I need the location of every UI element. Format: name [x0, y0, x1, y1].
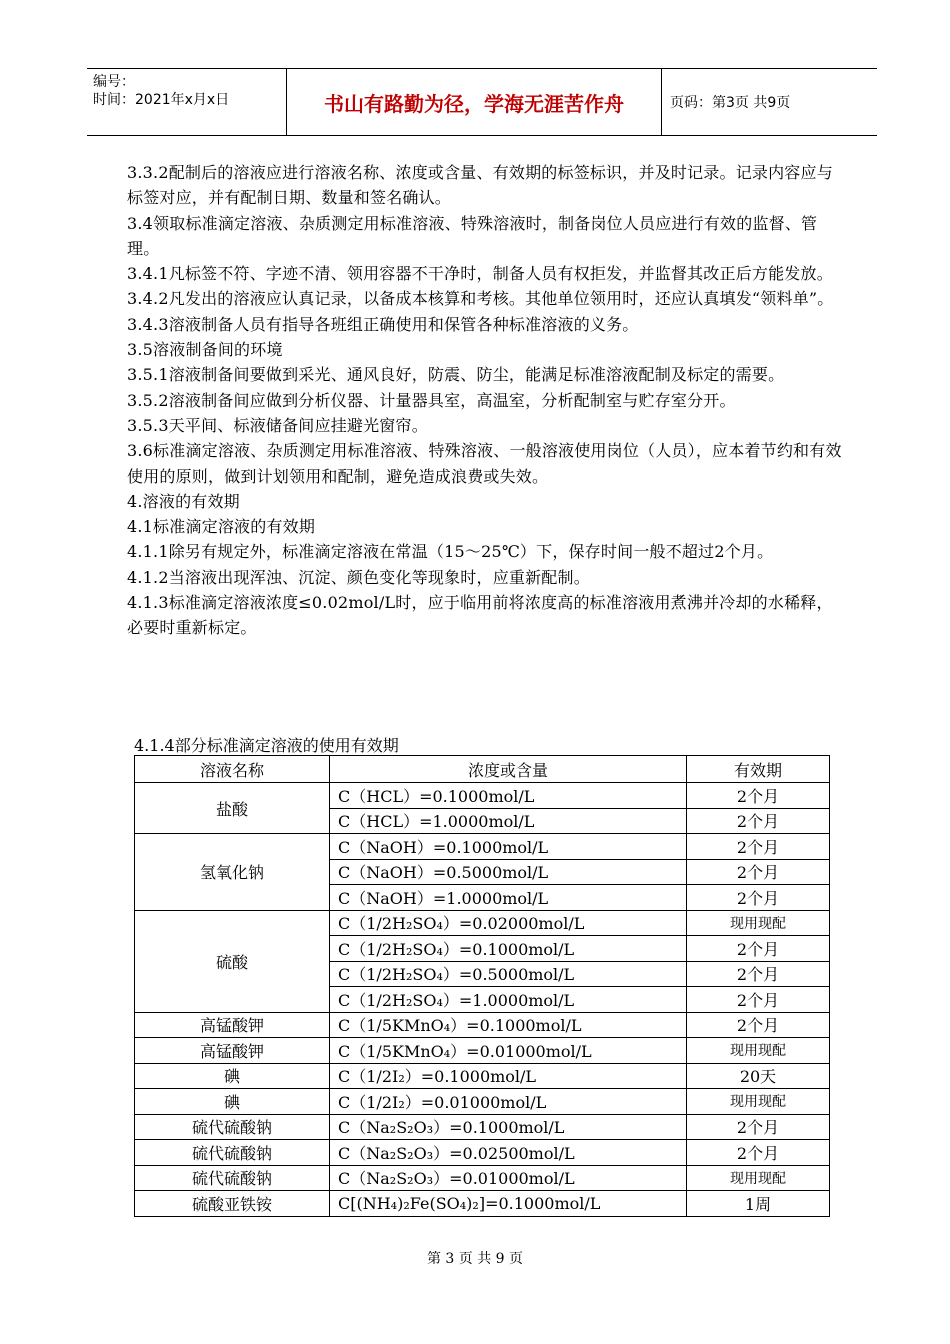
concentration-cell: C（Na₂S₂O₃）=0.02500mol/L: [330, 1140, 687, 1166]
validity-cell: 2个月: [687, 808, 830, 834]
solution-name-cell: 高锰酸钾: [135, 1012, 330, 1038]
column-header: 溶液名称: [135, 756, 330, 783]
paragraph: 3.5.3天平间、标液储备间应挂避光窗帘。: [127, 415, 428, 435]
table-row: [135, 1191, 830, 1217]
concentration-cell: C（1/2H₂SO₄）=1.0000mol/L: [330, 987, 687, 1013]
solution-name-cell: 碘: [135, 1089, 330, 1115]
table-caption: 4.1.4部分标准滴定溶液的使用有效期: [134, 736, 399, 755]
table-row: [135, 1012, 830, 1038]
validity-cell: 2个月: [687, 1012, 830, 1038]
solution-name-cell: 高锰酸钾: [135, 1038, 330, 1064]
document-number-label: 编号：: [93, 74, 135, 90]
solution-name-cell: 硫酸: [135, 910, 330, 1012]
validity-cell: 2个月: [687, 885, 830, 911]
table-row: [135, 1140, 830, 1166]
paragraph: 4.1.1除另有规定外，标准滴定溶液在常温（15～25℃）下，保存时间一般不超过2个月。: [127, 542, 774, 562]
validity-cell: 2个月: [687, 936, 830, 962]
page-footer: 第 3 页 共 9 页: [426, 1251, 524, 1267]
solution-name-cell: 硫酸亚铁铵: [135, 1191, 330, 1217]
table-row: [135, 1089, 830, 1115]
solution-name-cell: 硫代硫酸钠: [135, 1165, 330, 1191]
concentration-cell: C（1/2I₂）=0.1000mol/L: [330, 1063, 687, 1089]
page-header: [87, 68, 877, 136]
table-row: [135, 1063, 830, 1089]
validity-table: [134, 755, 830, 1217]
table-row: [135, 910, 830, 936]
concentration-cell: C（1/2H₂SO₄）=0.02000mol/L: [330, 910, 687, 936]
paragraph: 4.溶液的有效期: [127, 491, 240, 511]
validity-cell: 现用现配: [687, 1165, 830, 1191]
header-page-number: 页码：第3页 共9页: [670, 95, 791, 111]
concentration-cell: C（NaOH）=1.0000mol/L: [330, 885, 687, 911]
paragraph: 4.1.3标准滴定溶液浓度≤0.02mol/L时，应于临用前将浓度高的标准溶液用煮沸并冷却的水稀释，必要时重新标定。: [127, 593, 833, 638]
table-header-row: [135, 756, 830, 783]
body-text: [127, 160, 845, 641]
concentration-cell: C（HCL）=1.0000mol/L: [330, 808, 687, 834]
table-row: [135, 1038, 830, 1064]
paragraph: 3.4.2凡发出的溶液应认真记录，以备成本核算和考核。其他单位领用时，还应认真填发“领料单”。: [127, 289, 834, 309]
paragraph: 4.1标准滴定溶液的有效期: [127, 517, 316, 537]
table-row: [135, 783, 830, 809]
document-time-label: 时间：2021年x月x日: [93, 92, 230, 108]
validity-cell: 2个月: [687, 987, 830, 1013]
column-header: 有效期: [687, 756, 830, 783]
solution-name-cell: 盐酸: [135, 783, 330, 834]
solution-name-cell: 硫代硫酸钠: [135, 1140, 330, 1166]
table-row: [135, 1114, 830, 1140]
concentration-cell: C（NaOH）=0.1000mol/L: [330, 834, 687, 860]
concentration-cell: C（1/2H₂SO₄）=0.1000mol/L: [330, 936, 687, 962]
concentration-cell: C（1/5KMnO₄）=0.01000mol/L: [330, 1038, 687, 1064]
paragraph: 3.6标准滴定溶液、杂质测定用标准溶液、特殊溶液、一般溶液使用岗位（人员），应本着节约和有效使用的原则，做到计划领用和配制，避免造成浪费或失效。: [127, 441, 842, 486]
paragraph: 3.5溶液制备间的环境: [127, 340, 283, 360]
concentration-cell: C（1/2I₂）=0.01000mol/L: [330, 1089, 687, 1115]
concentration-cell: C（NaOH）=0.5000mol/L: [330, 859, 687, 885]
concentration-cell: C（1/5KMnO₄）=0.1000mol/L: [330, 1012, 687, 1038]
concentration-cell: C（Na₂S₂O₃）=0.1000mol/L: [330, 1114, 687, 1140]
concentration-cell: C[(NH₄)₂Fe(SO₄)₂]=0.1000mol/L: [330, 1191, 687, 1217]
paragraph: 3.4领取标准滴定溶液、杂质测定用标准溶液、特殊溶液时，制备岗位人员应进行有效的监督、管理。: [127, 213, 818, 258]
validity-cell: 现用现配: [687, 1038, 830, 1064]
validity-cell: 现用现配: [687, 910, 830, 936]
table-row: [135, 834, 830, 860]
paragraph: 3.5.2溶液制备间应做到分析仪器、计量器具室，高温室，分析配制室与贮存室分开。: [127, 390, 736, 410]
paragraph: 4.1.2当溶液出现浑浊、沉淀、颜色变化等现象时，应重新配制。: [127, 567, 590, 587]
paragraph: 3.5.1溶液制备间要做到采光、通风良好，防震、防尘，能满足标准溶液配制及标定的需要。: [127, 365, 785, 385]
validity-cell: 现用现配: [687, 1089, 830, 1115]
concentration-cell: C（HCL）=0.1000mol/L: [330, 783, 687, 809]
table-row: [135, 1165, 830, 1191]
paragraph: 3.4.3溶液制备人员有指导各班组正确使用和保管各种标准溶液的义务。: [127, 314, 639, 334]
paragraph: 3.4.1凡标签不符、字迹不清、领用容器不干净时，制备人员有权拒发，并监督其改正后方能发放。: [127, 264, 833, 284]
header-meta: [87, 69, 287, 135]
concentration-cell: C（1/2H₂SO₄）=0.5000mol/L: [330, 961, 687, 987]
header-slogan: 书山有路勤为径，学海无涯苦作舟: [287, 69, 662, 135]
solution-name-cell: 碘: [135, 1063, 330, 1089]
concentration-cell: C（Na₂S₂O₃）=0.01000mol/L: [330, 1165, 687, 1191]
solution-name-cell: 硫代硫酸钠: [135, 1114, 330, 1140]
validity-cell: 2个月: [687, 961, 830, 987]
validity-cell: 2个月: [687, 1140, 830, 1166]
validity-cell: 2个月: [687, 1114, 830, 1140]
solution-name-cell: 氢氧化钠: [135, 834, 330, 911]
validity-cell: 20天: [687, 1063, 830, 1089]
validity-cell: 2个月: [687, 783, 830, 809]
validity-cell: 2个月: [687, 859, 830, 885]
column-header: 浓度或含量: [330, 756, 687, 783]
validity-cell: 1周: [687, 1191, 830, 1217]
paragraph: 3.3.2配制后的溶液应进行溶液名称、浓度或含量、有效期的标签标识，并及时记录。记录内容应与标签对应，并有配制日期、数量和签名确认。: [127, 163, 833, 208]
validity-cell: 2个月: [687, 834, 830, 860]
